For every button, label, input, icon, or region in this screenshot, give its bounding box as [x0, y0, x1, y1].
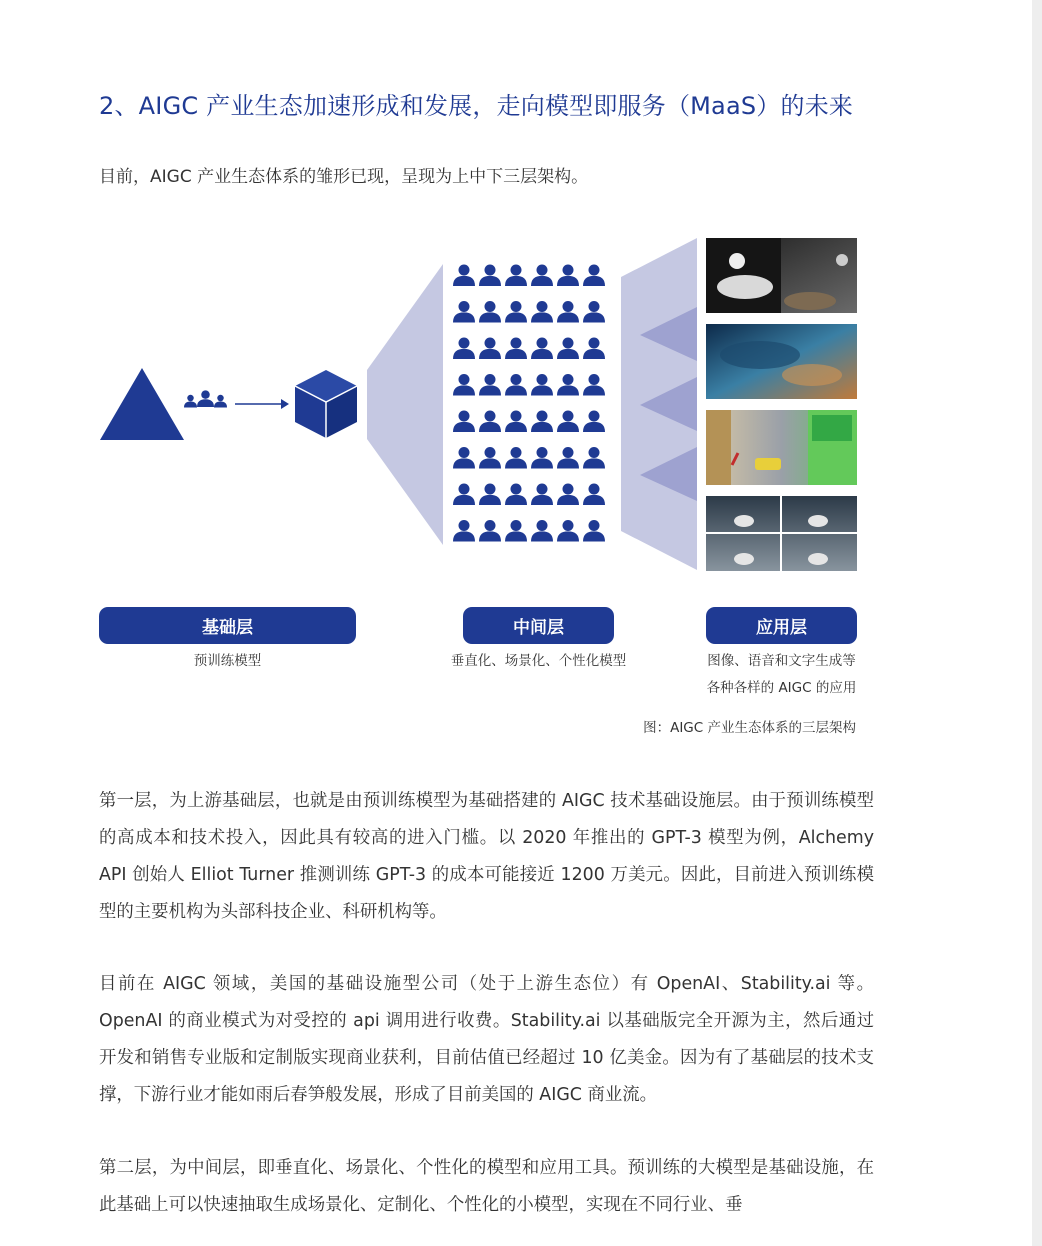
- person-icon: [453, 520, 475, 542]
- person-icon: [505, 410, 527, 432]
- application-layer-label: 应用层: [706, 607, 857, 644]
- middle-layer-caption: [433, 648, 644, 675]
- middle-layer-label: 中间层: [463, 607, 614, 644]
- figure-caption: 图：AIGC 产业生态体系的三层架构: [643, 720, 856, 736]
- person-icon: [505, 264, 527, 286]
- person-icon: [479, 337, 501, 359]
- person-icon: [531, 301, 553, 323]
- person-icon: [453, 410, 475, 432]
- person-icon: [531, 483, 553, 505]
- paragraph-1: 第一层，为上游基础层，也就是由预训练模型为基础搭建的 AIGC 技术基础设施层。由于预训练模型的高成本和技术投入，因此具有较高的进入门槛。以 2020 年推出的 GPT-3 模型为例，Alchemy API 创始人 Elliot Turner 推测训练 GPT-3 的成本可能接近 1200 万美元。因此，目前进入预训练模型的主要机构为头部科技企业、科研机构等。: [99, 791, 874, 922]
- funnel-left: [367, 264, 443, 545]
- person-icon: [583, 447, 605, 469]
- abstract-image: [706, 324, 857, 399]
- person-icon: [557, 337, 579, 359]
- person-icon: [583, 410, 605, 432]
- caption-line: 图像、语音和文字生成等: [707, 653, 856, 669]
- application-layer-caption: [690, 648, 873, 702]
- person-icon: [557, 483, 579, 505]
- person-icon: [531, 337, 553, 359]
- driving-scene-image: [706, 496, 857, 571]
- person-icon: [505, 520, 527, 542]
- person-icon: [557, 301, 579, 323]
- person-icon: [505, 374, 527, 396]
- cube-icon: [295, 370, 357, 438]
- ecosystem-diagram: [0, 225, 880, 585]
- application-images: [706, 238, 857, 571]
- person-icon: [505, 301, 527, 323]
- person-icon: [583, 520, 605, 542]
- street-scene-image: [706, 410, 857, 485]
- user-group-icon: [184, 390, 227, 407]
- person-icon: [453, 374, 475, 396]
- person-icon: [583, 374, 605, 396]
- person-icon: [505, 337, 527, 359]
- arrow-right-icon: [235, 399, 289, 409]
- caption-line: 各种各样的 AIGC 的应用: [706, 680, 857, 696]
- person-icon: [479, 410, 501, 432]
- person-icon: [453, 337, 475, 359]
- person-icon: [479, 301, 501, 323]
- section-heading: 2、AIGC 产业生态加速形成和发展，走向模型即服务（MaaS）的未来: [99, 92, 854, 120]
- person-icon: [557, 264, 579, 286]
- astronaut-image: [706, 238, 857, 313]
- person-icon: [583, 301, 605, 323]
- foundation-layer-caption: [99, 648, 356, 675]
- person-icon: [453, 264, 475, 286]
- funnel-overlaps: [640, 307, 697, 501]
- person-icon: [583, 264, 605, 286]
- foundation-layer-label: 基础层: [99, 607, 356, 644]
- person-icon: [557, 410, 579, 432]
- person-icon: [479, 447, 501, 469]
- triangle-icon: [100, 368, 184, 440]
- person-icon: [453, 483, 475, 505]
- person-icon: [479, 374, 501, 396]
- person-icon: [557, 520, 579, 542]
- person-icon: [557, 447, 579, 469]
- person-icon: [531, 520, 553, 542]
- paragraph-3: 第二层，为中间层，即垂直化、场景化、个性化的模型和应用工具。预训练的大模型是基础设施，在此基础上可以快速抽取生成场景化、定制化、个性化的小模型，实现在不同行业、垂: [99, 1158, 874, 1215]
- person-icon: [479, 520, 501, 542]
- person-icon: [453, 447, 475, 469]
- people-grid: [453, 264, 605, 541]
- person-icon: [583, 337, 605, 359]
- person-icon: [505, 447, 527, 469]
- person-icon: [453, 301, 475, 323]
- person-icon: [531, 374, 553, 396]
- person-icon: [531, 447, 553, 469]
- caption-line: 垂直化、场景化、个性化模型: [450, 653, 627, 669]
- caption-line: 预训练模型: [193, 653, 262, 669]
- person-icon: [531, 264, 553, 286]
- person-icon: [557, 374, 579, 396]
- person-icon: [583, 483, 605, 505]
- page-edge-strip: [1032, 0, 1042, 1246]
- intro-text: 目前，AIGC 产业生态体系的雏形已现，呈现为上中下三层架构。: [99, 167, 589, 187]
- person-icon: [531, 410, 553, 432]
- person-icon: [505, 483, 527, 505]
- paragraph-2: 目前在 AIGC 领域，美国的基础设施型公司（处于上游生态位）有 OpenAI、Stability.ai 等。OpenAI 的商业模式为对受控的 api 调用进行收费。Stability.ai 以基础版完全开源为主，然后通过开发和销售专业版和定制版实现商业获利，目前估值已经超过 10 亿美金。因为有了基础层的技术支撑，下游行业才能如雨后春笋般发展，形成了目前美国的 AIGC 商业流。: [99, 974, 874, 1105]
- person-icon: [479, 483, 501, 505]
- person-icon: [479, 264, 501, 286]
